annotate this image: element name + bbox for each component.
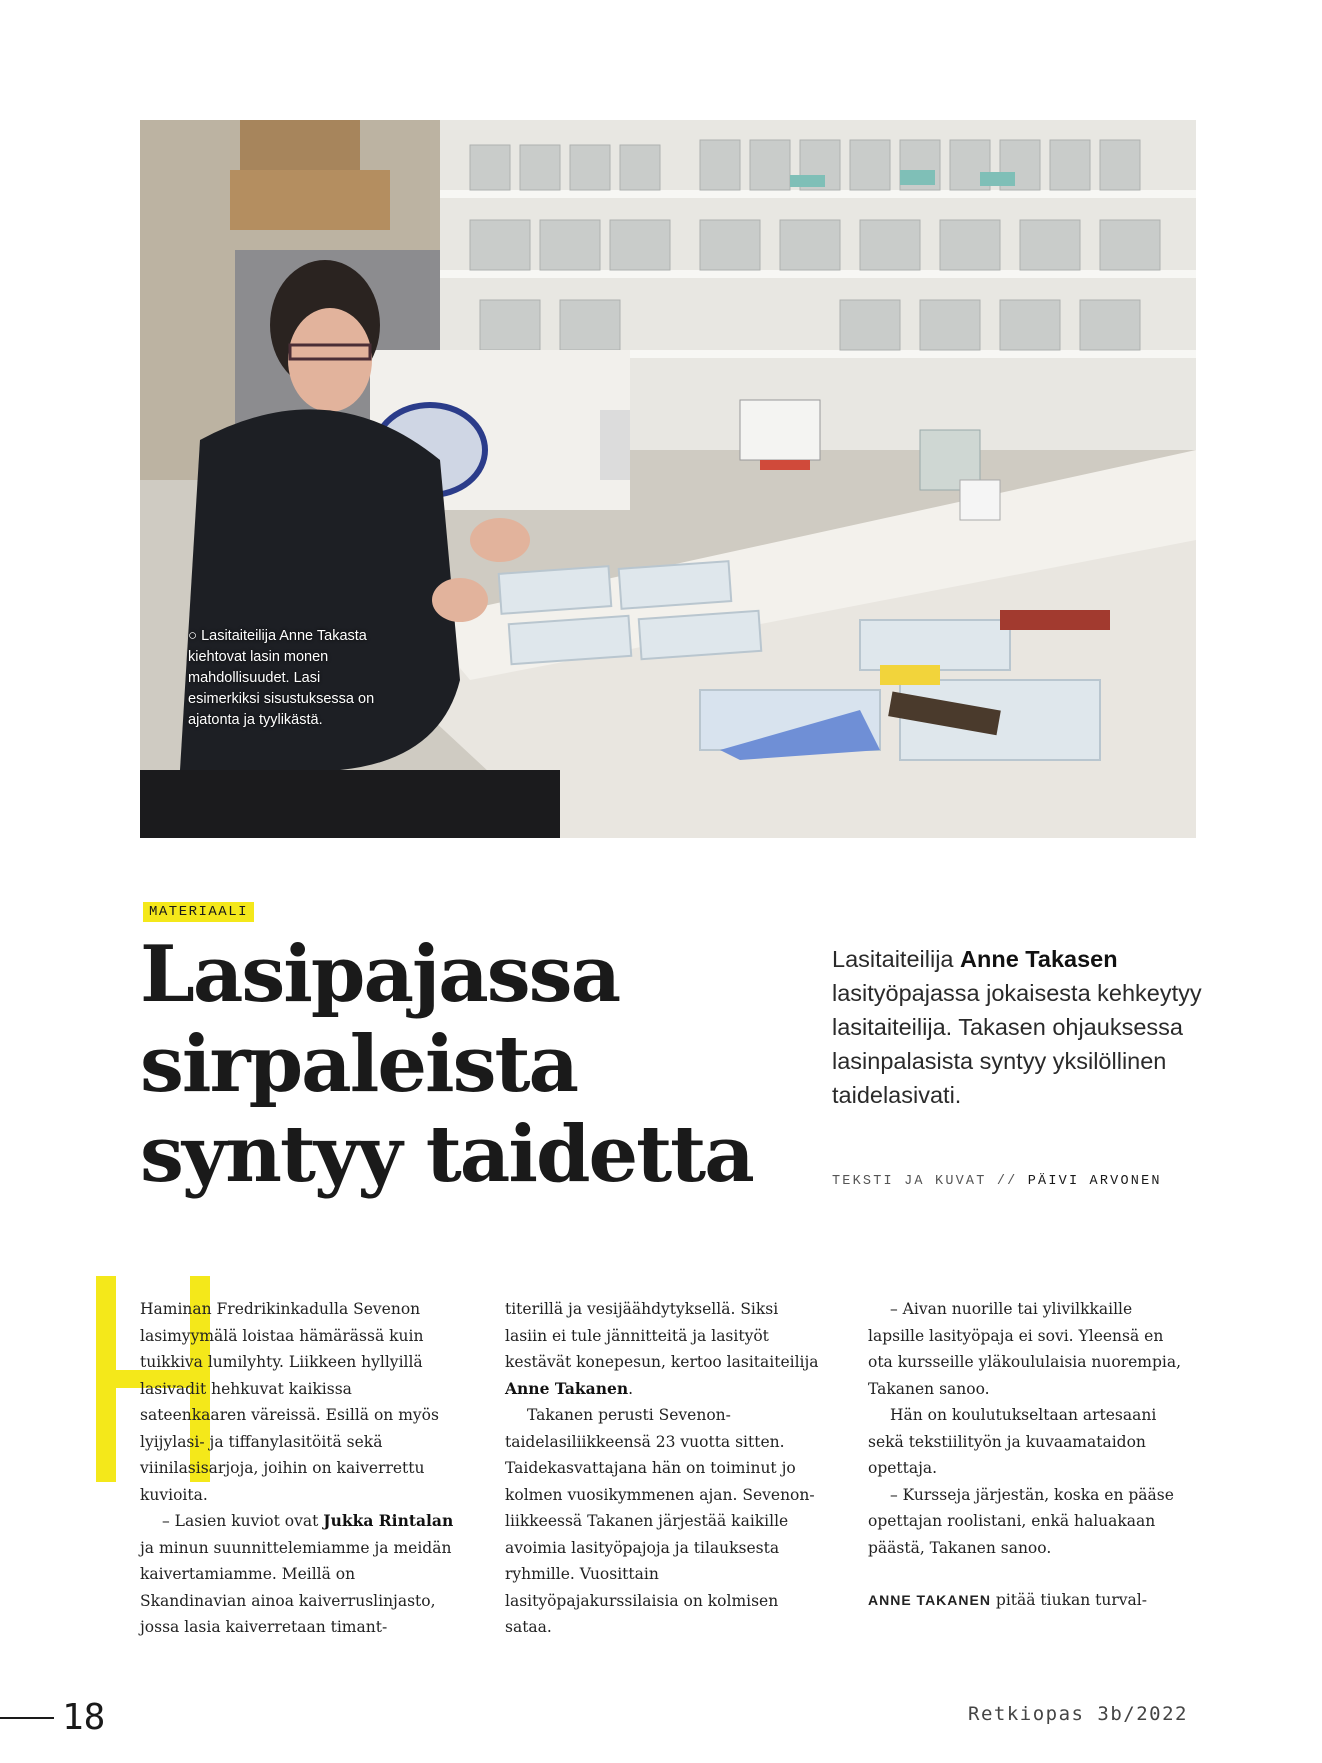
- body-paragraph: – Aivan nuorille tai ylivilkkaille lapsille lasityöpaja ei sovi. Yleensä en ota kursseille yläkoululaisia nuorempia, Takanen sanoo.: [868, 1300, 1182, 1398]
- caption-text: Lasitaiteilija Anne Takasta kiehtovat lasin monen mahdollisuudet. Lasi esimerkiksi sisustuksessa on ajatonta ja tyylikästä.: [188, 628, 375, 728]
- body-paragraph: [868, 1587, 1188, 1614]
- lead-text-end: lasityöpajassa jokaisesta kehkeytyy lasitaiteilija. Takasen ohjauksessa lasinpalasista syntyy yksilöllinen taidelasivati.: [832, 980, 1202, 1108]
- headline-line-3: syntyy taidetta: [140, 1109, 753, 1200]
- body-text: titerillä ja vesijäähdytyksellä. Siksi lasiin ei tule jännitteitä ja lasityöt kestävät konepesun, kertoo lasitaiteilija: [505, 1300, 819, 1371]
- body-text: .: [628, 1379, 634, 1398]
- headline: [140, 930, 800, 1200]
- body-column-2: [505, 1296, 825, 1641]
- byline-author: PÄIVI ARVONEN: [1027, 1174, 1162, 1189]
- subsection-lead-caps: ANNE TAKANEN: [868, 1592, 991, 1608]
- lead-name: Anne Takasen: [960, 946, 1118, 972]
- person-name: Anne Takanen: [505, 1378, 629, 1398]
- body-paragraph: Takanen perusti Sevenon-taidelasiliikkeensä 23 vuotta sitten. Taidekasvattajana hän on toiminut jo kolmen vuosikymmenen ajan. Sevenon-liikkeessä Takanen järjestää kaikille avoimia lasityöpajoja ja tilauksesta ryhmille. Vuosittain lasityöpajakurssilaisia on kolmisen sataa.: [505, 1406, 815, 1636]
- byline: [832, 1174, 1162, 1189]
- caption-bullet-icon: ○: [188, 627, 198, 644]
- body-paragraph: [140, 1508, 460, 1641]
- footer-rule: [0, 1717, 54, 1719]
- page-number: 18: [62, 1697, 106, 1738]
- body-paragraph: – Kursseja järjestän, koska en pääse opettajan roolistani, enkä haluakaan päästä, Takanen sanoo.: [868, 1485, 1174, 1557]
- photo-caption: [188, 625, 388, 731]
- issue-label: Retkiopas 3b/2022: [968, 1703, 1188, 1725]
- lead-paragraph: [832, 942, 1212, 1112]
- byline-label: TEKSTI JA KUVAT //: [832, 1174, 1018, 1189]
- body-column-3: [868, 1296, 1188, 1614]
- body-column-1: [140, 1296, 460, 1641]
- body-text: – Lasien kuviot ovat: [162, 1512, 324, 1530]
- body-text: ja minun suunnittelemiamme ja meidän kaivertamiamme. Meillä on Skandinavian ainoa kaiverruslinjasto, jossa lasia kaiverretaan timant-: [140, 1538, 452, 1636]
- body-paragraph: [505, 1296, 825, 1402]
- person-name: Jukka Rintalan: [323, 1511, 454, 1530]
- section-tag: MATERIAALI: [143, 902, 254, 922]
- headline-line-2: sirpaleista: [140, 1019, 578, 1110]
- body-text: pitää tiukan turval-: [990, 1591, 1147, 1609]
- body-paragraph: Hän on koulutukseltaan artesaani sekä tekstiilityön ja kuvaamataidon opettaja.: [868, 1406, 1157, 1477]
- body-paragraph: Haminan Fredrikinkadulla Sevenon lasimyymälä loistaa hämärässä kuin tuikkiva lumilyhty. Liikkeen hyllyillä lasivadit hehkuvat kaikissa sateenkaaren väreissä. Esillä on myös lyijylasi- ja tiffanylasitöitä sekä viinilasisarjoja, joihin on kaiverrettu kuvioita.: [140, 1300, 439, 1504]
- headline-line-1: Lasipajassa: [140, 929, 620, 1020]
- lead-text-start: Lasitaiteilija: [832, 946, 961, 972]
